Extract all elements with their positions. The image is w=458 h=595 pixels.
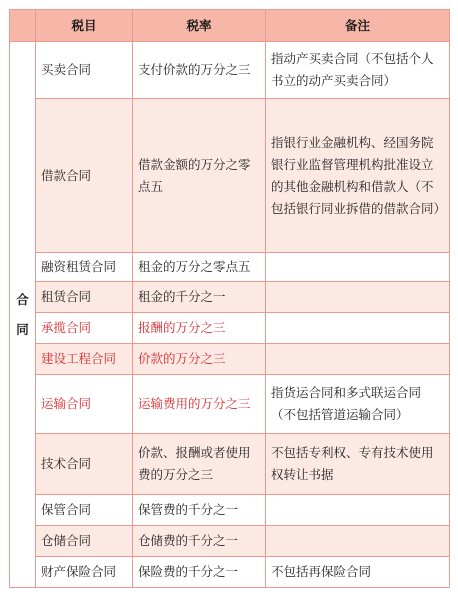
table-row (10, 557, 450, 588)
item-name: 借款合同 (36, 99, 133, 253)
item-rate: 借款金额的万分之零点五 (133, 99, 266, 253)
item-name: 保管合同 (36, 495, 133, 526)
item-name: 建设工程合同 (36, 344, 133, 375)
item-rate: 租金的千分之一 (133, 282, 266, 313)
table-row (10, 313, 450, 344)
item-rate: 支付价款的万分之三 (133, 42, 266, 99)
category-cell (10, 42, 36, 588)
item-note (266, 344, 450, 375)
item-name: 租赁合同 (36, 282, 133, 313)
table-row (10, 344, 450, 375)
table-row (10, 495, 450, 526)
item-name: 融资租赁合同 (36, 253, 133, 282)
header-row (10, 10, 450, 42)
item-note: 指货运合同和多式联运合同（不包括管道运输合同） (266, 375, 450, 434)
item-name: 财产保险合同 (36, 557, 133, 588)
item-rate: 运输费用的万分之三 (133, 375, 266, 434)
item-rate: 报酬的万分之三 (133, 313, 266, 344)
item-name: 承揽合同 (36, 313, 133, 344)
table-row (10, 526, 450, 557)
item-note (266, 495, 450, 526)
item-rate: 价款的万分之三 (133, 344, 266, 375)
item-note: 指动产买卖合同（不包括个人书立的动产买卖合同） (266, 42, 450, 99)
item-name: 运输合同 (36, 375, 133, 434)
table-row (10, 42, 450, 99)
item-note (266, 253, 450, 282)
item-name: 仓储合同 (36, 526, 133, 557)
header-category (10, 10, 36, 42)
item-rate: 租金的万分之零点五 (133, 253, 266, 282)
item-note: 不包括再保险合同 (266, 557, 450, 588)
table-row (10, 434, 450, 495)
item-rate: 保险费的千分之一 (133, 557, 266, 588)
item-note: 不包括专利权、专有技术使用权转让书据 (266, 434, 450, 495)
category-char-1: 合 (16, 291, 29, 307)
table-row (10, 282, 450, 313)
item-rate: 保管费的千分之一 (133, 495, 266, 526)
header-rate: 税率 (133, 10, 266, 42)
header-item: 税目 (36, 10, 133, 42)
item-note: 指银行业金融机构、经国务院银行业监督管理机构批准设立的其他金融机构和借款人（不包括银行同业拆借的借款合同） (266, 99, 450, 253)
item-note (266, 282, 450, 313)
header-note: 备注 (266, 10, 450, 42)
item-note (266, 313, 450, 344)
table-row (10, 375, 450, 434)
item-name: 技术合同 (36, 434, 133, 495)
table-row (10, 99, 450, 253)
table-row (10, 253, 450, 282)
category-char-2: 同 (16, 321, 29, 337)
item-name: 买卖合同 (36, 42, 133, 99)
item-rate: 仓储费的千分之一 (133, 526, 266, 557)
item-note (266, 526, 450, 557)
item-rate: 价款、报酬或者使用费的万分之三 (133, 434, 266, 495)
tax-rate-table (9, 9, 450, 588)
